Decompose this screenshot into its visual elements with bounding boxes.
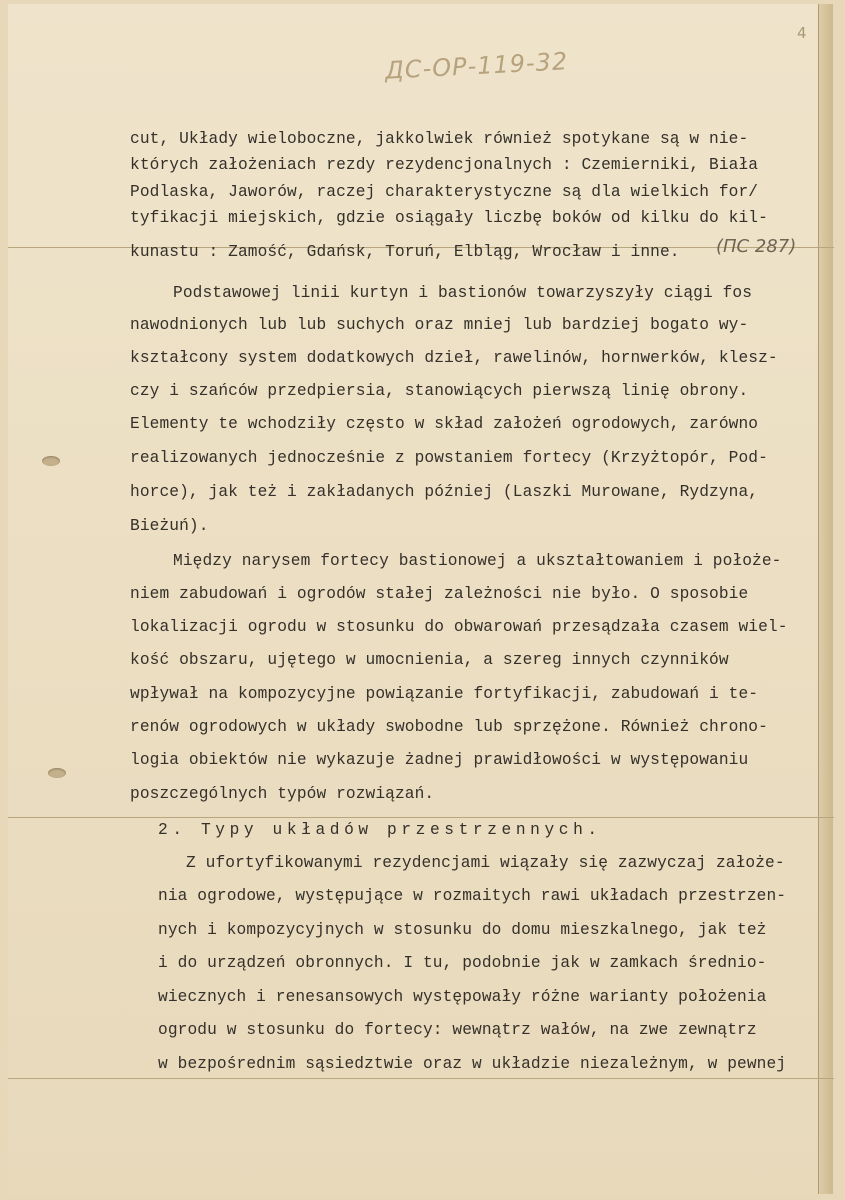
text-line: czy i szańców przedpiersia, stanowiących pierwszą linię obrony. <box>130 382 749 400</box>
text-line: logia obiektów nie wykazuje żadnej prawidłowości w występowaniu <box>130 751 749 769</box>
text-line: horce), jak też i zakładanych później (Laszki Murowane, Rydzyna, <box>130 483 759 501</box>
text-line: kunastu : Zamość, Gdańsk, Toruń, Elbląg, Wrocław i inne. <box>130 243 680 261</box>
text-line: nych i kompozycyjnych w stosunku do domu mieszkalnego, jak też <box>158 921 767 939</box>
text-line: Między narysem fortecy bastionowej a ukształtowaniem i położe- <box>173 552 782 570</box>
text-line: Bieżuń). <box>130 517 209 535</box>
text-line: lokalizacji ogrodu w stosunku do obwarowań przesądzała czasem wiel- <box>130 618 788 636</box>
margin-note: (ПС 287) <box>716 236 797 257</box>
text-line: ogrodu w stosunku do fortecy: wewnątrz wałów, na zwe zewnątrz <box>158 1021 757 1039</box>
text-line: wiecznych i renesansowych występowały różne warianty położenia <box>158 988 767 1006</box>
text-line: niem zabudowań i ogrodów stałej zależności nie było. O sposobie <box>130 585 749 603</box>
page-corner-number: 4 <box>797 24 807 42</box>
text-line: Z ufortyfikowanymi rezydencjami wiązały się zazwyczaj założe- <box>186 854 785 872</box>
text-line: renów ogrodowych w układy swobodne lub sprzężone. Również chrono- <box>130 718 768 736</box>
text-line: i do urządzeń obronnych. I tu, podobnie jak w zamkach średnio- <box>158 954 767 972</box>
text-line: kształcony system dodatkowych dzieł, rawelinów, hornwerków, klesz- <box>130 349 778 367</box>
text-line: nawodnionych lub lub suchych oraz mniej lub bardziej bogato wy- <box>130 316 749 334</box>
binding-hole <box>42 456 60 466</box>
text-line: poszczególnych typów rozwiązań. <box>130 785 435 803</box>
text-line: Podlaska, Jaworów, raczej charakterystyczne są dla wielkich for/ <box>130 183 759 201</box>
text-line: realizowanych jednocześnie z powstaniem fortecy (Krzyżtopór, Pod- <box>130 449 768 467</box>
fold-line <box>8 817 834 818</box>
text-line: Elementy te wchodziły często w skład założeń ogrodowych, zarówno <box>130 415 759 433</box>
text-line: nia ogrodowe, występujące w rozmaitych rawi układach przestrzen- <box>158 887 787 905</box>
text-line: wpływał na kompozycyjne powiązanie fortyfikacji, zabudowań i te- <box>130 685 759 703</box>
section-heading: 2. Typy układów przestrzennych. <box>158 821 602 839</box>
text-line: Podstawowej linii kurtyn i bastionów towarzyszyły ciągi fos <box>173 284 753 302</box>
text-line: kość obszaru, ujętego w umocnienia, a szereg innych czynników <box>130 651 729 669</box>
text-line: tyfikacji miejskich, gdzie osiągały liczbę boków od kilku do kil- <box>130 209 768 227</box>
page-edge <box>818 4 833 1194</box>
text-line: których założeniach rezdy rezydencjonalnych : Czemierniki, Biała <box>130 156 759 174</box>
text-line: w bezpośrednim sąsiedztwie oraz w układzie niezależnym, w pewnej <box>158 1055 787 1073</box>
text-line: cut, Układy wieloboczne, jakkolwiek również spotykane są w nie- <box>130 130 749 148</box>
archive-signature: ДС-ОР-119-32 <box>384 47 569 85</box>
fold-line <box>8 1078 834 1079</box>
binding-hole <box>48 768 66 778</box>
